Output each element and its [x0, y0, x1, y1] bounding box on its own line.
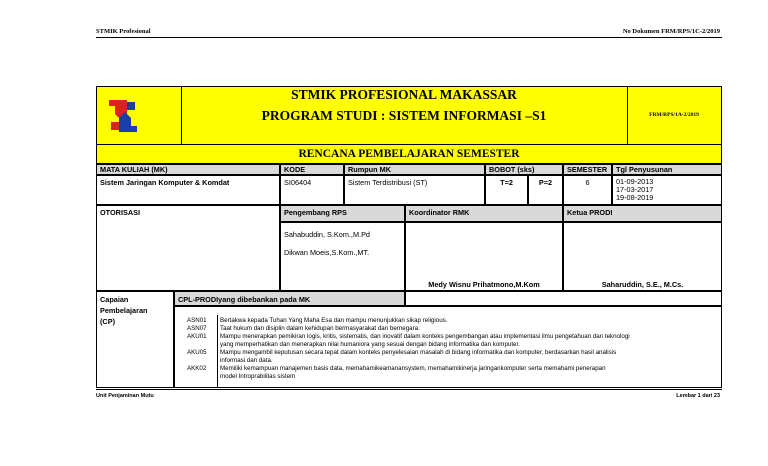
title-cell — [181, 87, 628, 144]
course-code: SI06404 — [280, 175, 344, 205]
footer-rule — [96, 389, 722, 390]
logo-cell — [97, 87, 182, 144]
kaprodi-label: Ketua PRODI — [563, 205, 722, 222]
col-mk: MATA KULIAH (MK) — [96, 164, 280, 175]
course-semester: 6 — [563, 175, 612, 205]
pengembang-label: Pengembang RPS — [280, 205, 405, 222]
koordinator-label: Koordinator RMK — [405, 205, 563, 222]
col-bobot: BOBOT (sks) — [485, 164, 563, 175]
course-rumpun: Sistem Terdistribusi (ST) — [344, 175, 485, 205]
koordinator-name: Medy Wisnu Prihatmono,M.Kom — [405, 222, 563, 291]
program-name: PROGRAM STUDI : SISTEM INFORMASI –S1 — [261, 108, 547, 123]
page-footer-left: Unit Penjaminan Mutu — [96, 393, 154, 399]
rps-subtitle: RENCANA PEMBELAJARAN SEMESTER — [97, 144, 721, 163]
col-kode: KODE — [280, 164, 344, 175]
cpl-list: ASN01 Bertakwa kepada Tuhan Yang Maha Esa dan mampu menunjukkan sikap religious. ASN07 Taat hukum dan disiplin dalam kehidupan bermasyarakat dan bernegara. AKU01 Mampu menerapkan pemikiran logis, kritis, sistematis, dan inovatif dalam konteks pengembangan atau implementasi ilmu pengetahuan dan teknologi yang memperhatikan dan menerapkan nilai humaniora yang sesuai dengan bidang informatika dan komputer. AKU05 Mampu mengambil keputusan secara tepat dalam konteks penyelesaian masalah di bidang informatika dan komputer, berdasarkan hasil analisis informasi dan data. AKK02 Memiliki kemampuan manajemen basis data, memahamikeamanansystem, memahamikinerja jaringankomputer serta memahami penerapan model Introprabilitas sistem — [174, 306, 722, 388]
course-name: Sistem Jaringan Komputer & Komdat — [96, 175, 280, 205]
header-rule — [96, 37, 722, 38]
col-semester: SEMESTER — [563, 164, 612, 175]
date-3: 19-08-2019 — [616, 193, 654, 202]
pengembang-2: Dikwan Moeis,S.Kom.,MT. — [284, 248, 370, 257]
cpl-heading: CPL-PRODIyang dibebankan pada MK — [174, 291, 405, 306]
col-rumpun: Rumpun MK — [344, 164, 485, 175]
page-header-left: STMIK Profesional — [96, 28, 151, 35]
tgl-penyusunan — [612, 175, 722, 205]
otorisasi-label: OTORISASI — [96, 205, 280, 291]
cp-label: Capaian Pembelajaran (CP) — [96, 291, 174, 388]
institution-name: STMIK PROFESIONAL MAKASSAR — [291, 87, 517, 102]
doc-code: FRM/RPS/1A-2/2019 — [649, 112, 699, 118]
page-header-right: No Dokumen FRM/RPS/1C-2/2019 — [622, 28, 720, 35]
title-block — [96, 86, 722, 164]
cpl-divider — [217, 315, 218, 388]
kaprodi-name: Saharuddin, S.E., M.Cs. — [563, 222, 722, 291]
col-tgl: Tgl Penyusunan — [612, 164, 722, 175]
date-1: 01-09-2013 — [616, 177, 654, 186]
bobot-t: T=2 — [485, 175, 528, 205]
pengembang-1: Sahabuddin, S.Kom.,M.Pd — [284, 230, 370, 239]
stmik-logo — [105, 96, 141, 136]
date-2: 17-03-2017 — [616, 185, 654, 194]
page-footer-right: Lembar 1 dari 23 — [676, 393, 720, 399]
bobot-p: P=2 — [528, 175, 563, 205]
pengembang-names — [280, 222, 405, 291]
cpl-heading-blank — [405, 291, 722, 306]
